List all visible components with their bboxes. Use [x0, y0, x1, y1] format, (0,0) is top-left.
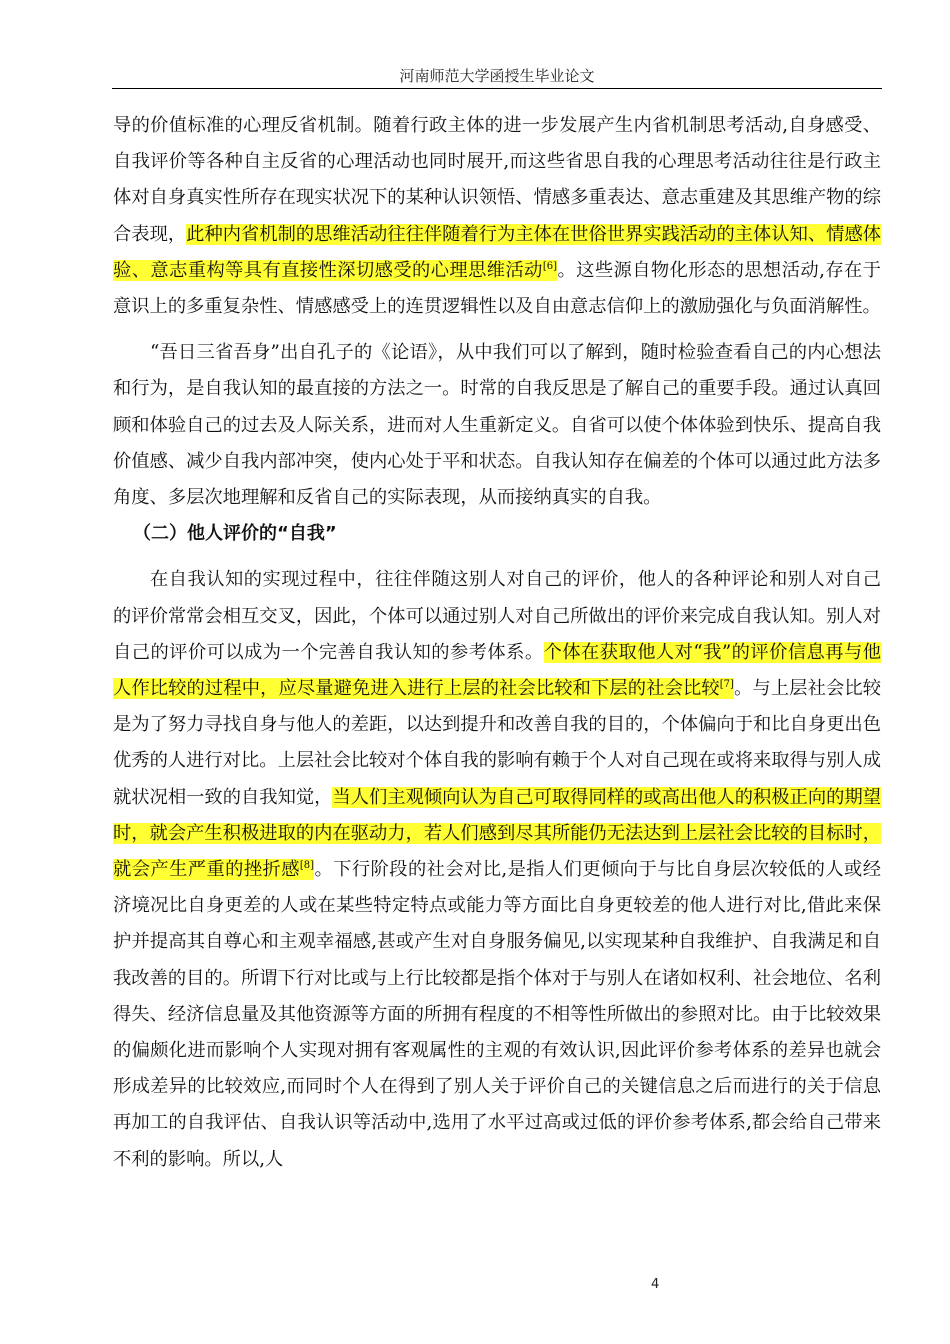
page-header: 河南师范大学函授生毕业论文: [399, 67, 595, 85]
citation-7: [7]: [719, 679, 734, 691]
page-number: 4: [651, 1277, 660, 1292]
document-body: [113, 108, 881, 1178]
paragraph-1-text-a: 导的价值标准的心理反省机制。随着行政主体的进一步发展产生内省机制思考活动,自身感受、自我评价等各种自主反省的心理活动也同时展开,而这些省思自我的心理思考活动往往是行政主体对自身真实性所存在现实状况下的某种认识领悟、情感多重表达、意志重建及其思维产物的综合表现，: [113, 115, 881, 245]
paragraph-1: [113, 108, 881, 325]
paragraph-3: [113, 562, 881, 1177]
header-rule: [112, 88, 882, 89]
paragraph-3-text-c: 。下行阶段的社会对比,是指人们更倾向于与比自身层次较低的人或经济境况比自身更差的人或在某些特定特点或能力等方面比自身更较差的他人进行对比,借此来保护并提高其自尊心和主观幸福感,甚或产生对自身服务偏见,以实现某种自我维护、自我满足和自我改善的目的。所谓下行对比或与上行比较都是指个体对于与别人在诸如权利、社会地位、名利得失、经济信息量及其他资源等方面的所拥有程度的不相等性所做出的参照对比。由于比较效果的偏颇化进而影响个人实现对拥有客观属性的主观的有效认识,因此评价参考体系的差异也就会形成差异的比较效应,而同时个人在得到了别人关于评价自己的关键信息之后而进行的关于信息再加工的自我评估、自我认识等活动中,选用了水平过高或过低的评价参考体系,都会给自己带来不利的影响。所以,人: [113, 859, 882, 1170]
paragraph-3-text-b: 。与上层社会比较是为了努力寻找自身与他人的差距，以达到提升和改善自我的目的，个体偏向于和比自身更出色优秀的人进行对比。上层社会比较对个体自我的影响有赖于个人对自己现在或将来取得与别人成就状况相一致的自我知觉，: [113, 678, 882, 808]
paragraph-1-highlight-text: 此种内省机制的思维活动往往伴随着行为主体在世俗世界实践活动的主体认知、情感体验、意志重构等具有直接性深切感受的心理思维活动: [113, 223, 882, 281]
section-heading: （二）他人评价的“自我”: [133, 523, 337, 545]
paragraph-3-highlight-b-text: 当人们主观倾向认为自己可取得同样的或高出他人的积极正向的期望时，就会产生积极进取的内在驱动力，若人们感到尽其所能仍无法达到上层社会比较的目标时，就会产生严重的挫折感: [113, 786, 882, 881]
citation-8: [8]: [299, 860, 315, 872]
citation-6: [6]: [542, 260, 558, 272]
paragraph-3-text-a: 在自我认知的实现过程中，往往伴随这别人对自己的评价，他人的各种评论和别人对自己的评价常常会相互交叉，因此，个体可以通过别人对自己所做出的评价来完成自我认知。别人对自己的评价可以成为一个完善自我认知的参考体系。: [113, 569, 881, 663]
paragraph-2: “吾日三省吾身”出自孔子的《论语》，从中我们可以了解到，随时检验查看自己的内心想法和行为，是自我认知的最直接的方法之一。时常的自我反思是了解自己的重要手段。通过认真回顾和体验自己的过去及人际关系，进而对人生重新定义。自省可以使个体体验到快乐、提高自我价值感、减少自我内部冲突，使内心处于平和状态。自我认知存在偏差的个体可以通过此方法多角度、多层次地理解和反省自己的实际表现，从而接纳真实的自我。: [113, 342, 881, 509]
paragraph-1-text-b: 。这些源自物化形态的思想活动,存在于意识上的多重复杂性、情感感受上的连贯逻辑性以及自由意志信仰上的激励强化与负面消解性。: [113, 259, 881, 318]
paragraph-3-highlight-a-text: 个体在获取他人对“我”的评价信息再与他人作比较的过程中，应尽量避免进入进行上层的社会比较和下层的社会比较: [113, 641, 881, 700]
